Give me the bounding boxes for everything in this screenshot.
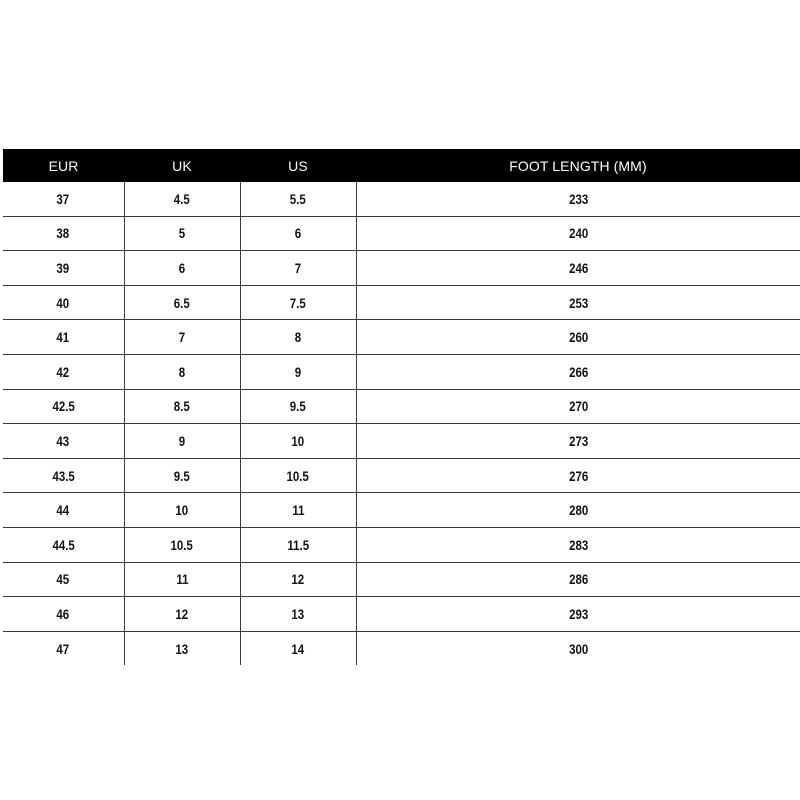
eur-cell	[3, 354, 124, 389]
cell-value: 41	[56, 329, 70, 346]
header-uk: UK	[124, 149, 240, 182]
eur-cell	[3, 320, 124, 355]
cell-value: 9.5	[290, 398, 306, 415]
cell-value: 246	[568, 259, 588, 276]
cell-value: 10	[175, 502, 189, 519]
foot-length-cell	[356, 493, 800, 528]
cell-value: 14	[291, 640, 305, 657]
eur-cell	[3, 216, 124, 251]
table-row	[3, 597, 800, 632]
foot-length-cell	[356, 389, 800, 424]
eur-cell	[3, 251, 124, 286]
table-body	[3, 182, 800, 665]
foot-length-cell	[356, 216, 800, 251]
uk-cell	[124, 285, 240, 320]
cell-value: 47	[56, 640, 70, 657]
eur-cell	[3, 597, 124, 632]
foot-length-cell	[356, 251, 800, 286]
cell-value: 6.5	[174, 294, 190, 311]
eur-cell	[3, 458, 124, 493]
cell-value: 44	[56, 502, 70, 519]
cell-value: 9.5	[174, 467, 190, 484]
eur-cell	[3, 493, 124, 528]
eur-cell	[3, 562, 124, 597]
cell-value: 280	[568, 502, 588, 519]
us-cell	[240, 527, 356, 562]
header-row	[3, 149, 800, 182]
cell-value: 43.5	[52, 467, 75, 484]
cell-value: 233	[568, 190, 588, 207]
cell-value: 9	[178, 432, 186, 449]
foot-length-cell	[356, 182, 800, 216]
us-cell	[240, 285, 356, 320]
us-cell	[240, 354, 356, 389]
cell-value: 286	[568, 571, 588, 588]
uk-cell	[124, 251, 240, 286]
cell-value: 6	[178, 259, 186, 276]
table-row	[3, 320, 800, 355]
us-cell	[240, 597, 356, 632]
cell-value: 273	[568, 432, 588, 449]
uk-cell	[124, 631, 240, 665]
cell-value: 42.5	[52, 398, 75, 415]
cell-value: 293	[568, 605, 588, 622]
cell-value: 39	[56, 259, 70, 276]
uk-cell	[124, 216, 240, 251]
uk-cell	[124, 493, 240, 528]
cell-value: 7	[294, 259, 302, 276]
table-header	[3, 149, 800, 182]
cell-value: 266	[568, 363, 588, 380]
header-foot-length: FOOT LENGTH (MM)	[356, 149, 800, 182]
cell-value: 10.5	[286, 467, 310, 484]
us-cell	[240, 458, 356, 493]
foot-length-cell	[356, 285, 800, 320]
us-cell	[240, 320, 356, 355]
uk-cell	[124, 597, 240, 632]
cell-value: 10	[291, 432, 305, 449]
table-row	[3, 562, 800, 597]
foot-length-cell	[356, 320, 800, 355]
cell-value: 283	[568, 536, 588, 553]
cell-value: 11	[291, 502, 305, 519]
us-cell	[240, 424, 356, 459]
cell-value: 8	[294, 329, 302, 346]
table-row	[3, 251, 800, 286]
size-chart-table	[3, 149, 800, 665]
cell-value: 13	[175, 640, 189, 657]
eur-cell	[3, 631, 124, 665]
table-row	[3, 458, 800, 493]
cell-value: 6	[294, 225, 302, 242]
cell-value: 240	[568, 225, 588, 242]
cell-value: 5	[178, 225, 186, 242]
table-row	[3, 285, 800, 320]
us-cell	[240, 182, 356, 216]
foot-length-cell	[356, 562, 800, 597]
uk-cell	[124, 424, 240, 459]
foot-length-cell	[356, 597, 800, 632]
table-row	[3, 216, 800, 251]
table-row	[3, 182, 800, 216]
cell-value: 8	[178, 363, 186, 380]
us-cell	[240, 631, 356, 665]
uk-cell	[124, 389, 240, 424]
cell-value: 37	[56, 190, 70, 207]
cell-value: 44.5	[52, 536, 75, 553]
table-row	[3, 493, 800, 528]
cell-value: 46	[56, 605, 70, 622]
uk-cell	[124, 320, 240, 355]
eur-cell	[3, 527, 124, 562]
uk-cell	[124, 182, 240, 216]
us-cell	[240, 493, 356, 528]
foot-length-cell	[356, 354, 800, 389]
eur-cell	[3, 182, 124, 216]
eur-cell	[3, 424, 124, 459]
cell-value: 260	[568, 329, 588, 346]
cell-value: 7	[178, 329, 186, 346]
uk-cell	[124, 527, 240, 562]
cell-value: 43	[56, 432, 70, 449]
cell-value: 13	[291, 605, 305, 622]
table-row	[3, 631, 800, 665]
cell-value: 12	[291, 571, 305, 588]
foot-length-cell	[356, 527, 800, 562]
uk-cell	[124, 562, 240, 597]
us-cell	[240, 251, 356, 286]
cell-value: 5.5	[290, 190, 306, 207]
uk-cell	[124, 458, 240, 493]
eur-cell	[3, 389, 124, 424]
cell-value: 9	[294, 363, 302, 380]
cell-value: 7.5	[290, 294, 306, 311]
cell-value: 42	[56, 363, 70, 380]
table-row	[3, 424, 800, 459]
us-cell	[240, 216, 356, 251]
cell-value: 253	[568, 294, 588, 311]
cell-value: 38	[56, 225, 70, 242]
us-cell	[240, 389, 356, 424]
header-eur: EUR	[3, 149, 124, 182]
uk-cell	[124, 354, 240, 389]
cell-value: 12	[175, 605, 189, 622]
foot-length-cell	[356, 631, 800, 665]
eur-cell	[3, 285, 124, 320]
cell-value: 8.5	[174, 398, 190, 415]
cell-value: 10.5	[170, 536, 194, 553]
cell-value: 11.5	[287, 536, 309, 553]
header-us: US	[240, 149, 356, 182]
table-row	[3, 527, 800, 562]
cell-value: 45	[56, 571, 70, 588]
foot-length-cell	[356, 424, 800, 459]
table-row	[3, 354, 800, 389]
foot-length-cell	[356, 458, 800, 493]
us-cell	[240, 562, 356, 597]
cell-value: 4.5	[174, 190, 190, 207]
cell-value: 300	[568, 640, 588, 657]
cell-value: 40	[56, 294, 70, 311]
table-row	[3, 389, 800, 424]
cell-value: 11	[175, 571, 189, 588]
cell-value: 270	[568, 398, 588, 415]
cell-value: 276	[568, 467, 588, 484]
